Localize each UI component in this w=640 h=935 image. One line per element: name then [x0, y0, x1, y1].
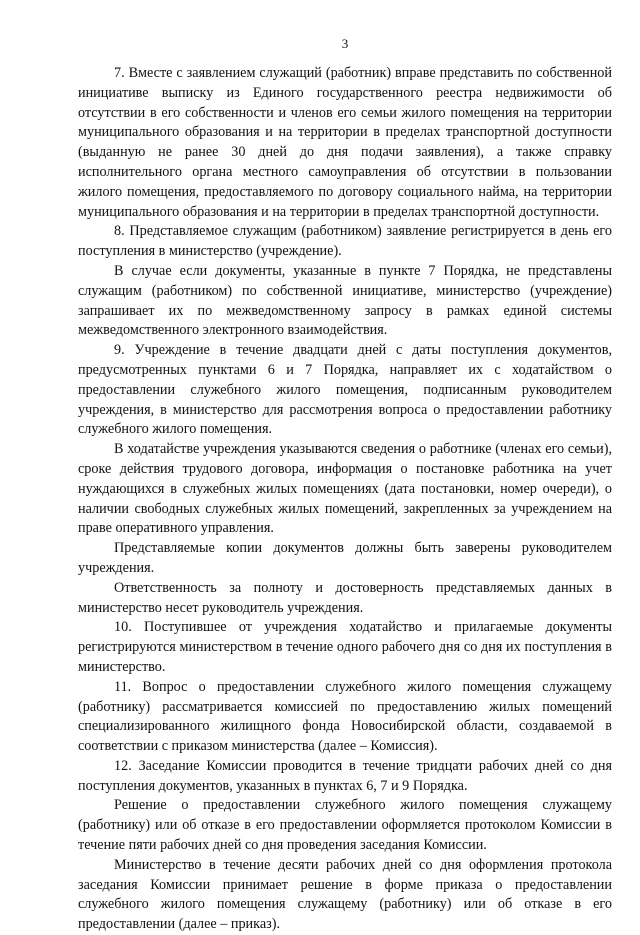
paragraph-9: 9. Учреждение в течение двадцати дней с даты поступления документов, предусмотренных пунктами 6 и 7 Порядка, направляет их с ходатайством о предоставлении служебного жилого помещения, подписанным руководителем учреждения, в министерство для рассмотрения вопроса о предоставлении работнику служебного жилого помещения.	[78, 342, 612, 438]
paragraph-8: 8. Представляемое служащим (работником) заявление регистрируется в день его поступления в министерство (учреждение).	[78, 223, 612, 260]
paragraph-7: 7. Вместе с заявлением служащий (работник) вправе представить по собственной инициативе выписку из Единого государственного реестра недвижимости об отсутствии в его собственности и членов его семьи жилого помещения на территории муниципального образования и на территории в пределах транспортной доступности (выданную не ранее 30 дней до дня подачи заявления), а также справку исполнительного органа местного самоуправления об отсутствии в пользовании жилого помещения, предоставляемого по договору социального найма, на территории муниципального образования и на территории в пределах транспортной доступности.	[78, 65, 612, 220]
paragraph-9-responsibility: Ответственность за полноту и достоверность представляемых данных в министерство несет руководитель учреждения.	[78, 579, 612, 616]
paragraph-12-decision: Решение о предоставлении служебного жилого помещения служащему (работнику) или об отказе в его предоставлении оформляется протоколом Комиссии в течение пяти рабочих дней со дня проведения заседания Комиссии.	[78, 797, 612, 854]
paragraph-8-documents-request: В случае если документы, указанные в пункте 7 Порядка, не представлены служащим (работником) по собственной инициативе, министерство (учреждение) запрашивает их по межведомственному запросу в рамках единой системы межведомственного электронного взаимодействия.	[78, 262, 612, 339]
paragraph-10: 10. Поступившее от учреждения ходатайство и прилагаемые документы регистрируются министерством в течение одного рабочего дня со дня их поступления в министерство.	[78, 619, 612, 675]
paragraph-11: 11. Вопрос о предоставлении служебного жилого помещения служащему (работнику) рассматривается комиссией по предоставлению жилых помещений специализированного жилищного фонда Новосибирской области, создаваемой в соответствии с приказом министерства (далее – Комиссия).	[78, 678, 612, 755]
paragraph-9-copies-certified: Представляемые копии документов должны быть заверены руководителем учреждения.	[78, 540, 612, 576]
paragraph-12-order: Министерство в течение десяти рабочих дней со дня оформления протокола заседания Комиссии принимает решение в форме приказа о предоставлении служебного жилого помещения служащему (работнику) или об отказе в его предоставлении (далее – приказ).	[78, 856, 612, 933]
page-number: 3	[341, 36, 349, 51]
paragraph-12: 12. Заседание Комиссии проводится в течение тридцати рабочих дней со дня поступления документов, указанных в пунктах 6, 7 и 9 Порядка.	[78, 757, 612, 794]
paragraph-9-petition-contents: В ходатайстве учреждения указываются сведения о работнике (членах его семьи), сроке действия трудового договора, информация о постановке работника на учет нуждающихся в служебных жилых помещениях (дата постановки, номер очереди), о наличии свободных служебных жилых помещений, закрепленных за учреждением на праве оперативного управления.	[78, 441, 612, 537]
